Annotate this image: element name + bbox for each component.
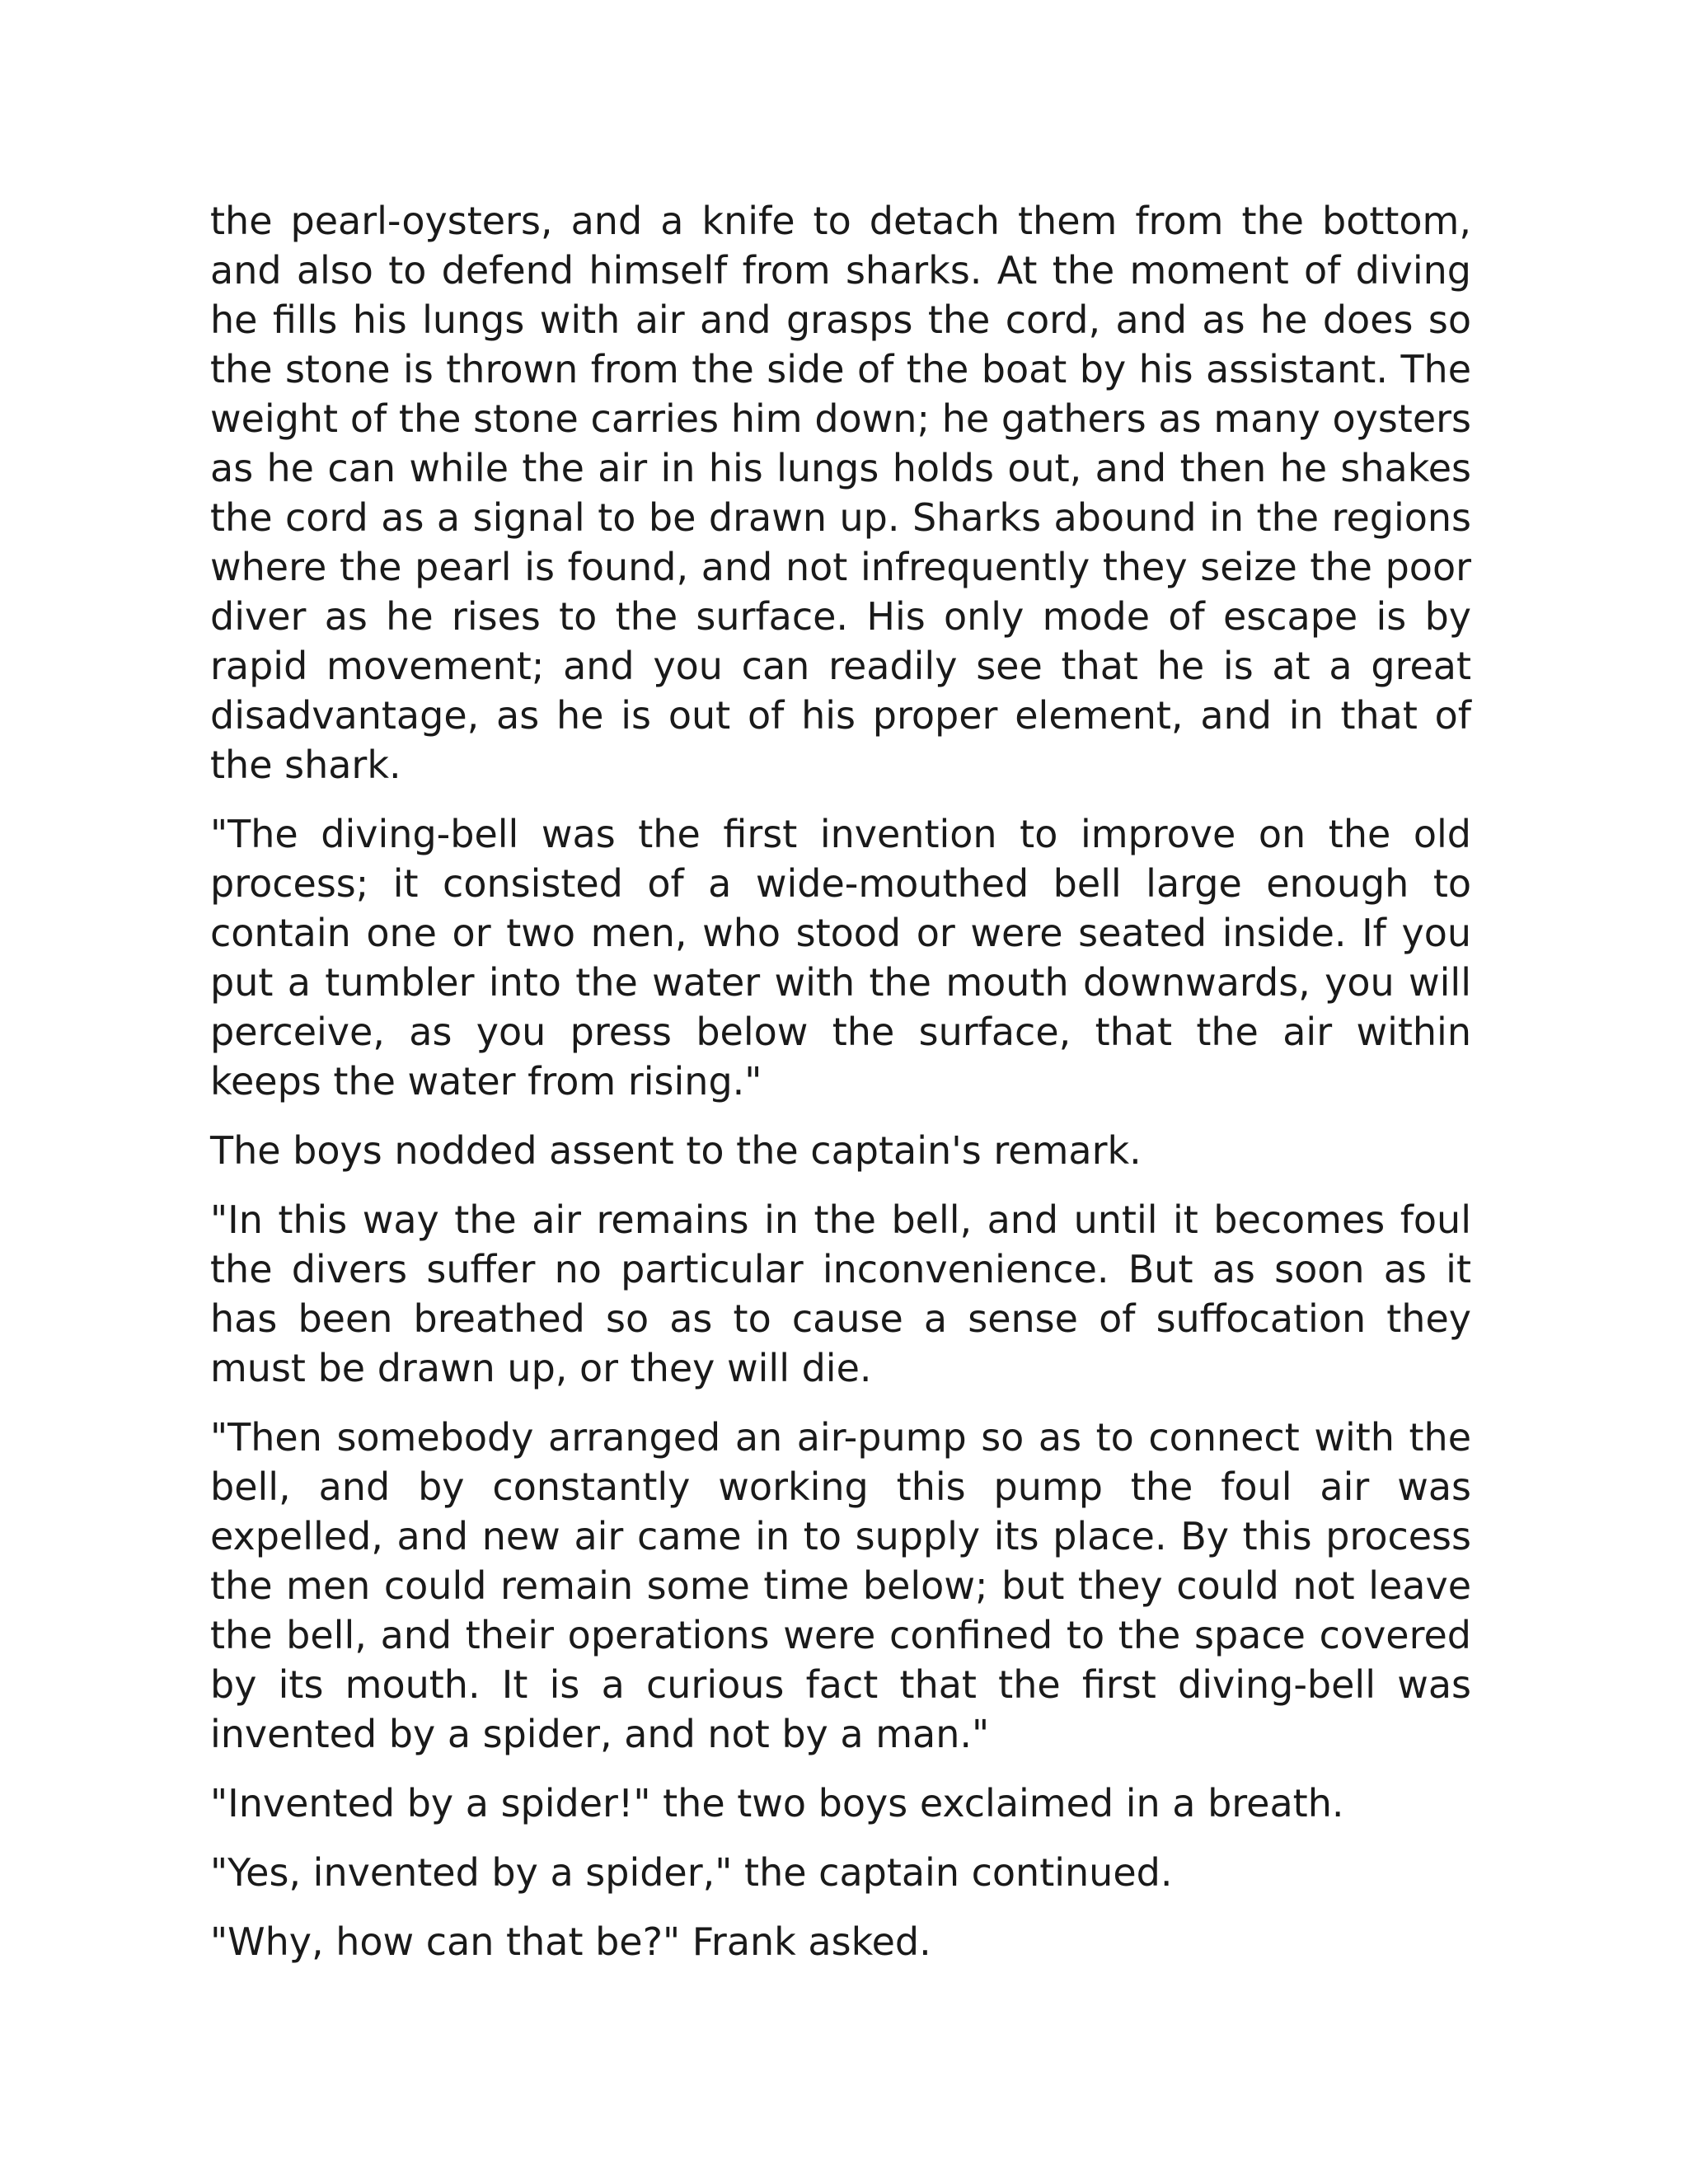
paragraph-air-pump: "Then somebody arranged an air-pump so as to connect with the bell, and by constantly working this pump the foul air was expelled, and new air came in to supply its place. By this process the men could remain some time below; but they could not leave the bell, and their operations were confined to the space covered by its mouth. It is a curious fact that the first diving-bell was invented by a spider, and not by a man." [210, 1415, 1471, 1756]
paragraph-diving-bell: "The diving-bell was the first invention to improve on the old process; it consisted of a wide-mouthed bell large enough to contain one or two men, who stood or were seated inside. If you put a tumbler into the water with the mouth downwards, you will perceive, as you press below the surface, that the air within keeps the water from rising." [210, 812, 1471, 1104]
paragraph-pearl-diving: the pearl-oysters, and a knife to detach them from the bottom, and also to defend himself from sharks. At the moment of diving he fills his lungs with air and grasps the cord, and as he does so the stone is thrown from the side of the boat by his assistant. The weight of the stone carries him down; he gathers as many oysters as he can while the air in his lungs holds out, and then he shakes the cord as a signal to be drawn up. Sharks abound in the regions where the pearl is found, and not infrequently they seize the poor diver as he rises to the surface. His only mode of escape is by rapid movement; and you can readily see that he is at a great disadvantage, as he is out of his proper element, and in that of the shark. [210, 199, 1471, 787]
paragraph-captain-continued: "Yes, invented by a spider," the captain continued. [210, 1850, 1173, 1895]
paragraph-invented-by-spider: "Invented by a spider!" the two boys exclaimed in a breath. [210, 1781, 1344, 1825]
paragraph-air-remains: "In this way the air remains in the bell, and until it becomes foul the divers suffer no particular inconvenience. But as soon as it has been breathed so as to cause a sense of suffocation they must be drawn up, or they will die. [210, 1197, 1471, 1390]
paragraph-boys-nodded: The boys nodded assent to the captain's remark. [210, 1128, 1142, 1173]
paragraph-frank-asked: "Why, how can that be?" Frank asked. [210, 1919, 931, 1964]
page-body [210, 196, 1471, 1986]
